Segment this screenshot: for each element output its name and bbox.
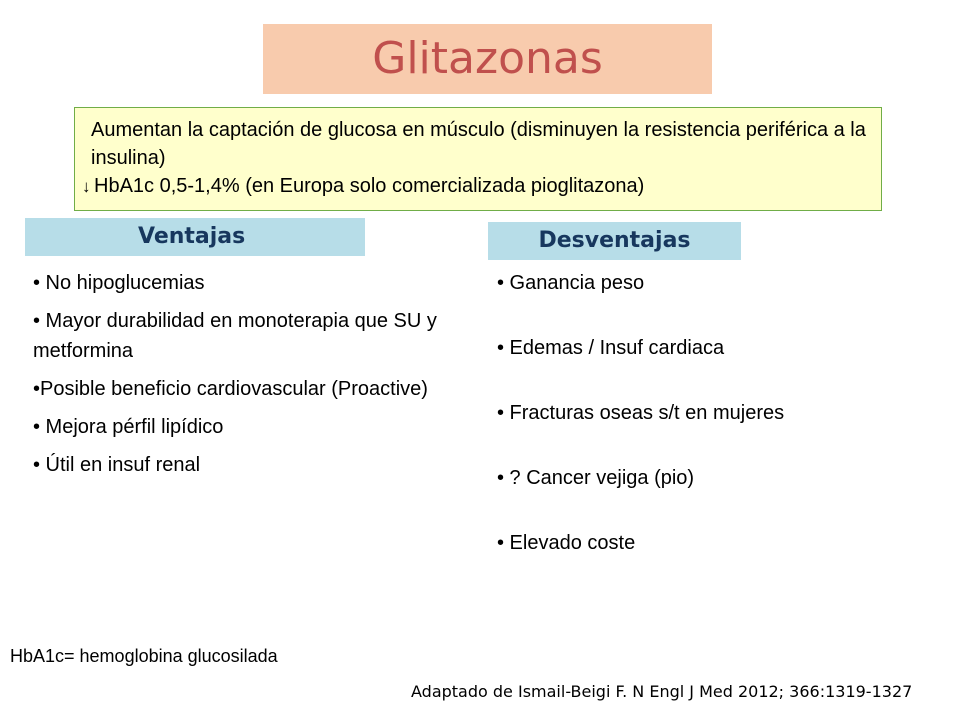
ventajas-header: Ventajas	[25, 218, 365, 256]
slide-title: Glitazonas	[372, 33, 603, 84]
desventajas-header: Desventajas	[488, 222, 741, 260]
ventajas-item: • No hipoglucemias	[33, 272, 205, 294]
summary-line-2-text: HbA1c 0,5-1,4% (en Europa solo comercializada pioglitazona)	[94, 175, 645, 197]
summary-line-1: Aumentan la captación de glucosa en músculo (disminuyen la resistencia periférica a la insulina)	[91, 119, 866, 169]
desventajas-item: • Fracturas oseas s/t en mujeres	[497, 402, 785, 424]
desventajas-item: • ? Cancer vejiga (pio)	[497, 467, 695, 489]
summary-box	[74, 107, 882, 211]
summary-line-2	[82, 172, 875, 201]
desventajas-item: • Elevado coste	[497, 532, 636, 554]
ventajas-item: • Útil en insuf renal	[33, 454, 201, 476]
ventajas-item: • Mejora pérfil lipídico	[33, 416, 224, 438]
desventajas-item: • Ganancia peso	[497, 272, 645, 294]
down-arrow-icon: ↓	[82, 177, 91, 196]
ventajas-item: • Mayor durabilidad en monoterapia que SU y metformina	[33, 310, 437, 362]
ventajas-item: •Posible beneficio cardiovascular (Proactive)	[33, 378, 428, 400]
desventajas-list	[497, 268, 917, 593]
ventajas-list	[33, 268, 453, 488]
desventajas-item: • Edemas / Insuf cardiaca	[497, 337, 725, 359]
title-box	[263, 24, 712, 94]
citation: Adaptado de Ismail-Beigi F. N Engl J Med 2012; 366:1319-1327	[411, 682, 913, 701]
footnote: HbA1c= hemoglobina glucosilada	[10, 646, 278, 666]
